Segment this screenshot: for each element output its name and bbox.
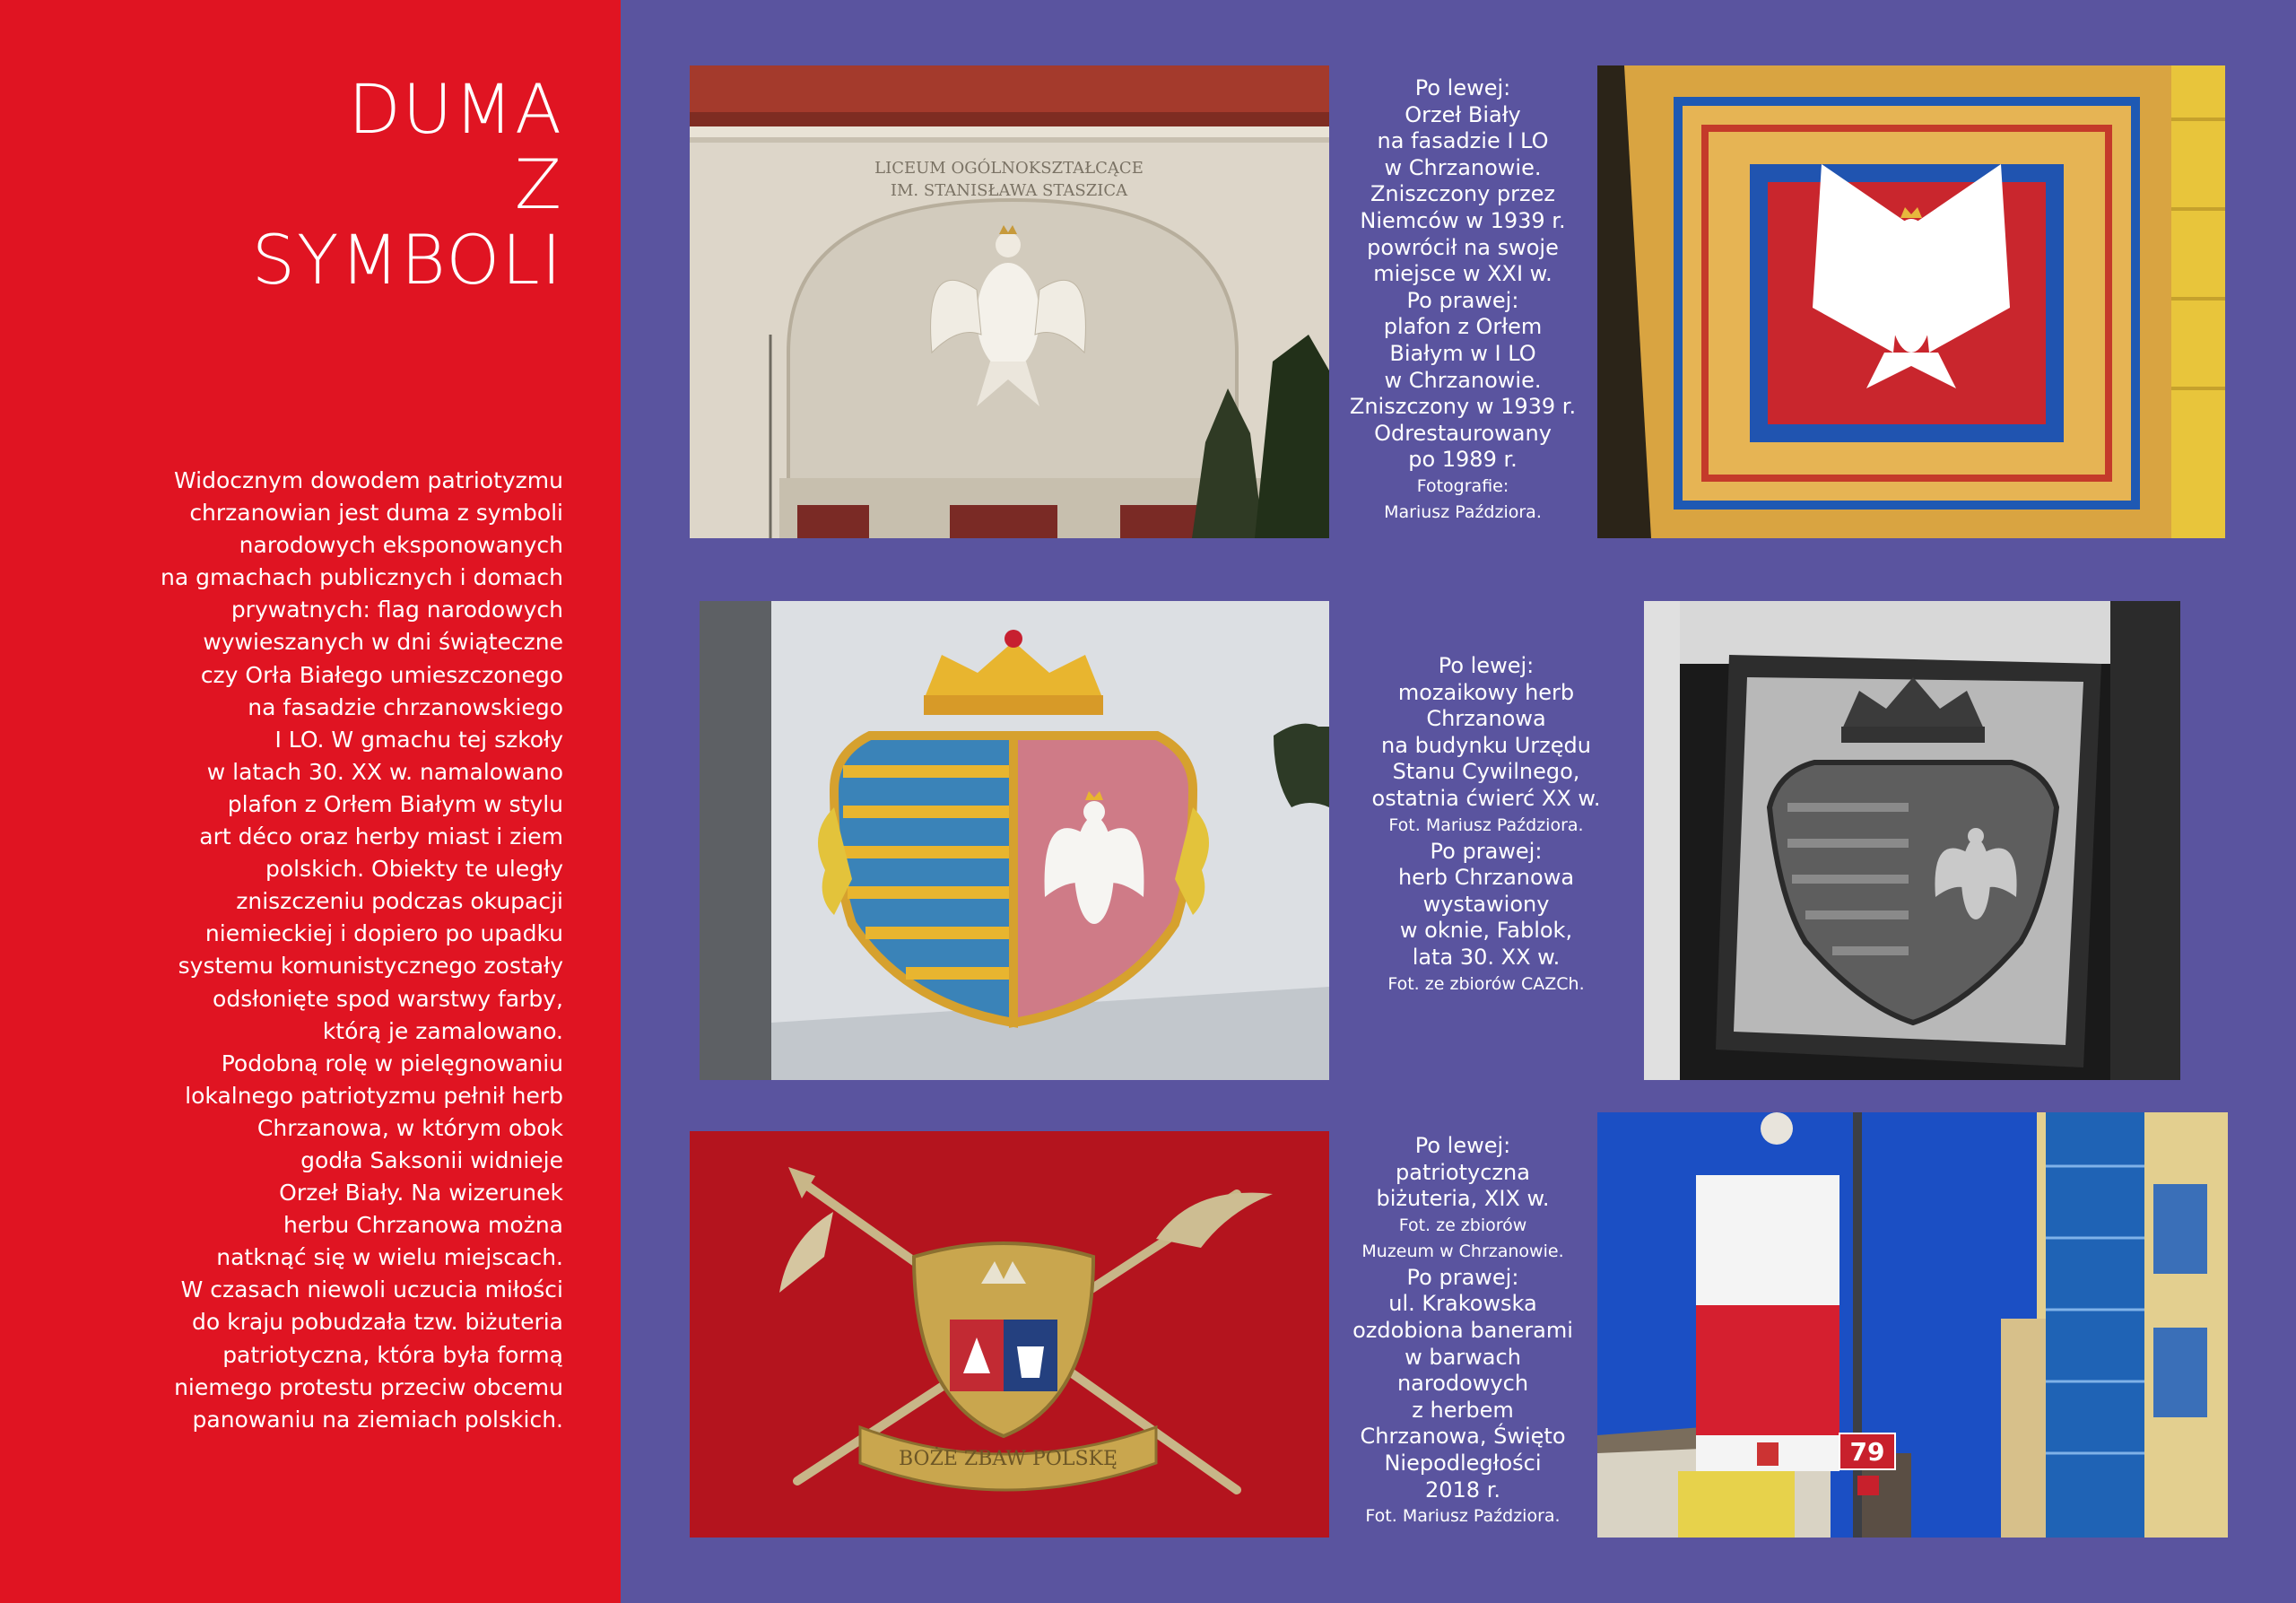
- photo-ceiling-plafond: [1597, 65, 2225, 538]
- caption-3-left-credit: Fot. ze zbiorów Muzeum w Chrzanowie.: [1361, 1215, 1564, 1261]
- page-title: [251, 69, 563, 300]
- left-panel: [0, 0, 621, 1603]
- caption-2-right-credit: Fot. ze zbiorów CAZCh.: [1387, 973, 1585, 994]
- title-line-2: Z: [514, 144, 563, 224]
- caption-1-credit: Fotografie: Mariusz Paździora.: [1384, 475, 1542, 522]
- title-line-1: DUMA: [348, 69, 563, 149]
- photo-school-facade: [690, 65, 1329, 538]
- photo-bw-coat-of-arms: [1644, 601, 2180, 1080]
- polish-flag-banner: [1696, 1175, 1839, 1471]
- caption-row-3: [1342, 1133, 1584, 1529]
- caption-row-2: [1342, 653, 1631, 998]
- caption-row-1: [1342, 75, 1584, 526]
- ribbon-text: BOŻE ZBAW POLSKĘ: [898, 1448, 1118, 1470]
- school-sign-line-2: IM. STANISŁAWA STASZICA: [890, 181, 1128, 200]
- photo-patriotic-jewelry: [690, 1131, 1329, 1538]
- photo-krakowska-street: [1597, 1112, 2228, 1538]
- caption-3-left-text: Po lewej: patriotyczna biżuteria, XIX w.: [1376, 1133, 1550, 1212]
- caption-2-left-text: Po lewej: mozaikowy herb Chrzanowa na budynku Urzędu Stanu Cywilnego, ostatnia ćwierć XX w.: [1371, 653, 1601, 811]
- caption-3-right-credit: Fot. Mariusz Paździora.: [1365, 1506, 1561, 1527]
- street-number: 79: [1849, 1437, 1885, 1467]
- caption-3-right-text: Po prawej: ul. Krakowska ozdobiona banerami w barwach narodowych z herbem Chrzanowa, Święto Niepodległości 2018 r.: [1352, 1264, 1573, 1503]
- caption-2-right-text: Po prawej: herb Chrzanowa wystawiony w oknie, Fablok, lata 30. XX w.: [1397, 838, 1575, 970]
- title-line-3: SYMBOLI: [251, 220, 563, 300]
- caption-2-left-credit: Fot. Mariusz Paździora.: [1388, 815, 1584, 835]
- caption-1-text: Po lewej: Orzeł Biały na fasadzie I LO w Chrzanowie. Zniszczony przez Niemców w 1939 r. powrócił na swoje miejsce w XXI w. Po prawej: plafon z Orłem Białym w I LO w Chrzanowie. Zniszczony w 1939 r. Odrestaurowany po 1989 r.: [1349, 75, 1577, 473]
- photo-mosaic-coat-of-arms: [700, 601, 1329, 1080]
- school-sign-line-1: LICEUM OGÓLNOKSZTAŁCĄCE: [874, 159, 1144, 178]
- body-text: Widocznym dowodem patriotyzmu chrzanowian jest duma z symboli narodowych eksponowanych na gmachach publicznych i domach prywatnych: flag narodowych wywieszanych w dni świąteczne czy Orła Białego umieszczonego na fasadzie chrzanowskiego I LO. W gmachu tej szkoły w latach 30. XX w. namalowano plafon z Orłem Białym w stylu art déco oraz herby miast i ziem polskich. Obiekty te uległy zniszczeniu podczas okupacji niemieckiej i dopiero po upadku systemu komunistycznego zostały odsłonięte spod warstwy farby, którą je zamalowano. Podobną rolę w pielęgnowaniu lokalnego patriotyzmu pełnił herb Chrzanowa, w którym obok godła Saksonii widnieje Orzeł Biały. Na wizerunek herbu Chrzanowa można natknąć się w wielu miejscach. W czasach niewoli uczucia miłości do kraju pobudzała tzw. biżuteria patriotyczna, która była formą niemego protestu przeciw obcemu panowaniu na ziemiach polskich.: [161, 467, 563, 1433]
